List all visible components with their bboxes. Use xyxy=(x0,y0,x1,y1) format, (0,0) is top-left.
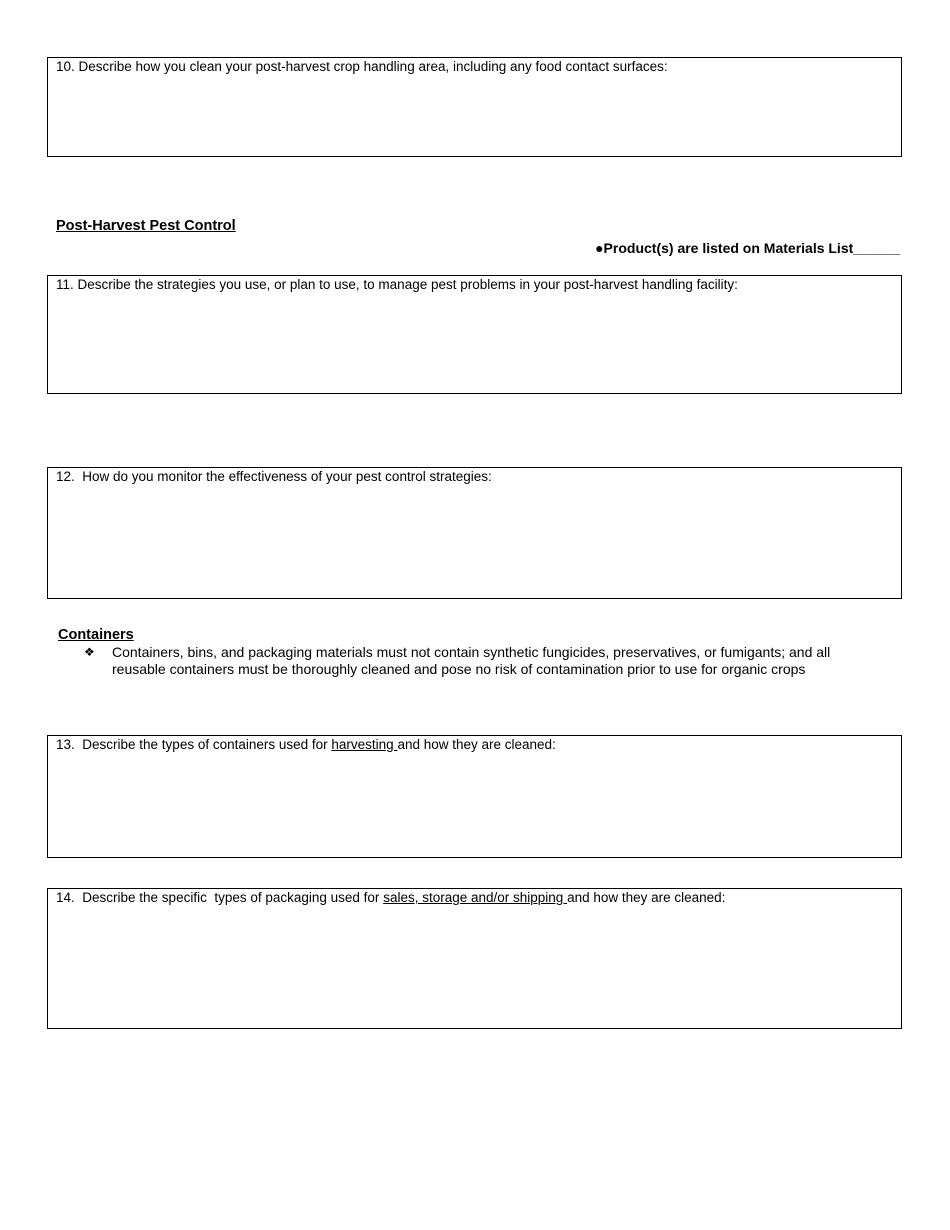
question-14-suffix: and how they are cleaned: xyxy=(567,890,726,905)
containers-bullet-text: Containers, bins, and packaging materials must not contain synthetic fungicides, preservatives, or fumigants; and all reusable containers must be thoroughly cleaned and pose no risk of contamination prior to use for organic crops xyxy=(112,644,831,677)
question-14-label xyxy=(56,890,725,906)
question-13-box xyxy=(47,735,902,858)
diamond-bullet-icon: ❖ xyxy=(84,645,95,659)
question-11-box xyxy=(47,275,902,394)
pest-control-heading: Post-Harvest Pest Control xyxy=(56,218,236,234)
question-12-answer-field[interactable] xyxy=(56,490,893,592)
question-13-underlined: harvesting xyxy=(331,737,398,752)
question-13-prefix: 13. Describe the types of containers used for xyxy=(56,737,332,752)
question-10-box xyxy=(47,57,902,157)
question-12-box xyxy=(47,467,902,599)
question-14-box xyxy=(47,888,902,1029)
question-10-answer-field[interactable] xyxy=(56,80,893,150)
question-11-answer-field[interactable] xyxy=(56,298,893,387)
question-14-answer-field[interactable] xyxy=(56,911,893,1022)
question-11-label: 11. Describe the strategies you use, or plan to use, to manage pest problems in your post-harvest handling facility: xyxy=(56,277,738,292)
question-14-prefix: 14. Describe the specific types of packaging used for xyxy=(56,890,384,905)
containers-heading: Containers xyxy=(58,627,134,643)
question-14-underlined: sales, storage and/or shipping xyxy=(383,890,568,905)
question-13-answer-field[interactable] xyxy=(56,758,893,851)
question-13-suffix: and how they are cleaned: xyxy=(397,737,556,752)
question-10-label: 10. Describe how you clean your post-harvest crop handling area, including any food contact surfaces: xyxy=(56,59,668,74)
question-13-label xyxy=(56,737,556,753)
question-12-label: 12. How do you monitor the effectiveness of your pest control strategies: xyxy=(56,469,492,484)
containers-bullet xyxy=(84,644,884,678)
materials-list-note: ●Product(s) are listed on Materials List______ xyxy=(595,240,900,256)
